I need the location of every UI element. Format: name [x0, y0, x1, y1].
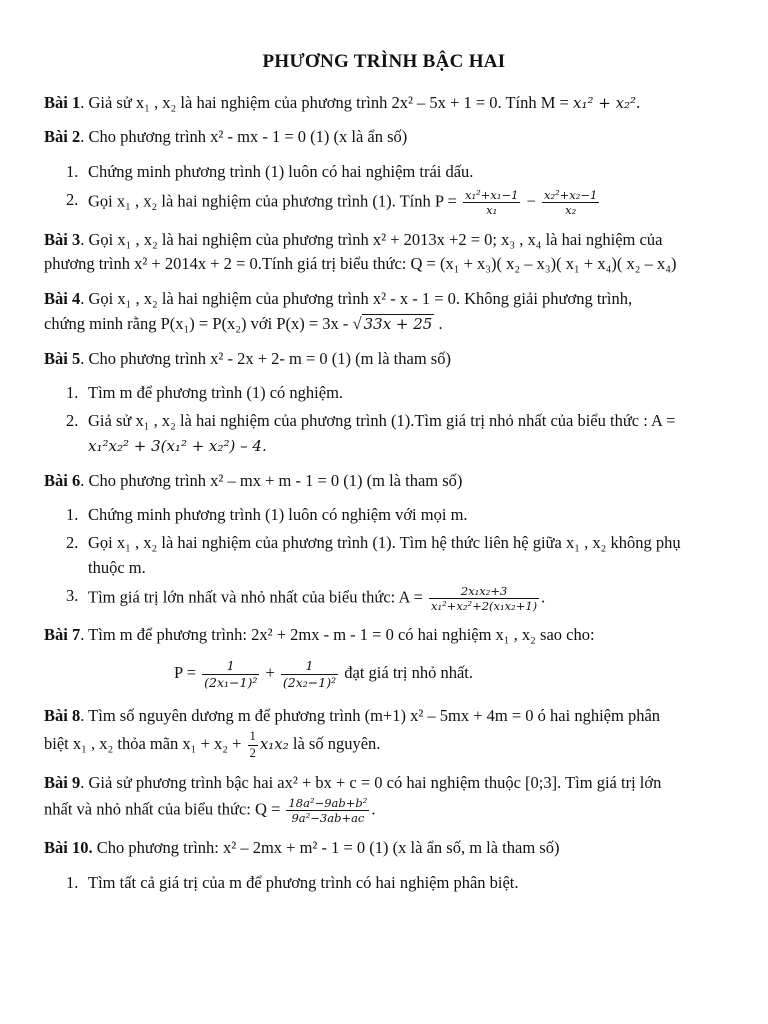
- problem-10-list: [44, 871, 724, 896]
- operator: −: [522, 191, 540, 211]
- problem-9-label: Bài 9: [44, 773, 81, 793]
- numerator: 18a²−9ab+b²: [288, 796, 368, 810]
- problem-10: [44, 836, 724, 861]
- problem-8-label: Bài 8: [44, 706, 81, 726]
- list-item: [66, 188, 724, 218]
- problem-1-expr: x₁² + x₂²: [572, 93, 637, 112]
- problem-8-text-2: biệt x₁ , x₂ thỏa mãn x₁ + x₂ +: [44, 733, 246, 753]
- denominator: x₂: [565, 203, 577, 218]
- item-text: Tìm m để phương trình (1) có nghiệm.: [88, 383, 344, 403]
- problem-5-text: . Cho phương trình x² - 2x + 2- m = 0 (1) (m là tham số): [80, 348, 451, 368]
- item-number: 2.: [66, 411, 79, 430]
- fraction: [202, 658, 259, 690]
- fraction: [248, 729, 258, 761]
- numerator: 2x₁x₂+3: [429, 584, 539, 599]
- problem-6: [44, 469, 724, 494]
- operator: +: [261, 662, 279, 682]
- radicand: 33x + 25: [363, 314, 433, 333]
- fraction: [281, 658, 338, 690]
- denominator: (2x₁−1)²: [204, 674, 258, 690]
- problem-10-text: Cho phương trình: x² – 2mx + m² - 1 = 0 (1) (x là ẩn số, m là tham số): [92, 837, 560, 857]
- problem-6-text: . Cho phương trình x² – mx + m - 1 = 0 (1) (m là tham số): [80, 470, 463, 490]
- denominator: (2x₂−1)²: [282, 674, 337, 690]
- item-expr: x₁²x₂² + 3(x₁² + x₂²) – 4.: [88, 436, 267, 455]
- problem-8: [44, 704, 724, 761]
- numerator: 1: [202, 658, 259, 675]
- fraction: [286, 796, 369, 826]
- problem-9-text-1: . Giả sử phương trình bậc hai ax² + bx + c = 0 có hai nghiệm thuộc [0;3]. Tìm giá trị lớn: [80, 773, 662, 793]
- list-item: [66, 503, 724, 528]
- fraction: [429, 584, 539, 614]
- list-item: [66, 409, 724, 459]
- problem-10-label: Bài 10.: [44, 837, 93, 857]
- problem-2-list: [44, 160, 724, 218]
- list-item: [66, 871, 724, 896]
- problem-6-label: Bài 6: [44, 470, 81, 490]
- list-item: [66, 531, 724, 581]
- sqrt-symbol: √: [352, 313, 362, 333]
- fraction: [542, 188, 599, 218]
- item-number: 3.: [66, 585, 79, 605]
- denominator: 2: [249, 745, 256, 760]
- problem-7-label: Bài 7: [44, 625, 81, 645]
- list-item: [66, 381, 724, 406]
- problem-2-text: . Cho phương trình x² - mx - 1 = 0 (1) (x là ẩn số): [80, 127, 408, 147]
- item-text: Gọi x₁ , x₂ là hai nghiệm của phương trình (1). Tính P =: [88, 191, 462, 211]
- list-item: [66, 584, 724, 614]
- problem-3-text-1: . Gọi x₁ , x₂ là hai nghiệm của phương trình x² + 2013x +2 = 0; x₃ , x₄ là hai nghiệm của: [80, 229, 663, 249]
- page-title: PHƯƠNG TRÌNH BẬC HAI: [262, 51, 506, 72]
- formula-end: đạt giá trị nhỏ nhất.: [340, 662, 474, 682]
- item-number: 1.: [66, 383, 79, 403]
- problem-4: [44, 287, 724, 337]
- problem-1-label: Bài 1: [44, 92, 81, 112]
- item-number: 1.: [66, 872, 79, 892]
- problem-7: [44, 623, 724, 648]
- list-item: [66, 160, 724, 185]
- item-text: thuộc m.: [88, 557, 146, 577]
- problem-5-list: [44, 381, 724, 458]
- problem-4-end: .: [434, 313, 443, 333]
- problem-1-text: . Giả sử x₁ , x₂ là hai nghiệm của phương trình 2x² – 5x + 1 = 0. Tính M =: [80, 92, 573, 112]
- problem-9-text-2: nhất và nhỏ nhất của biểu thức: Q =: [44, 799, 285, 819]
- item-number: 1.: [66, 162, 79, 181]
- problem-7-formula: [44, 658, 724, 690]
- problem-8-expr: x₁x₂: [259, 734, 289, 753]
- denominator: 9a²−3ab+ac: [291, 811, 365, 826]
- item-number: 1.: [66, 505, 79, 525]
- numerator: 1: [281, 658, 338, 675]
- denominator: x₁: [486, 203, 498, 218]
- problem-3-text-2: phương trình x² + 2014x + 2 = 0.Tính giá trị biểu thức: Q = (x₁ + x₃)( x₂ – x₃)( x₁ + x₄)( x₂ – x₄): [44, 254, 677, 274]
- problem-7-text: . Tìm m để phương trình: 2x² + 2mx - m - 1 = 0 có hai nghiệm x₁ , x₂ sao cho:: [80, 625, 595, 645]
- problem-4-text-2: chứng minh rằng P(x₁) = P(x₂) với P(x) = 3x -: [44, 313, 353, 333]
- problem-5: [44, 347, 724, 372]
- item-text: Chứng minh phương trình (1) luôn có nghiệm với mọi m.: [88, 505, 468, 525]
- problem-2-label: Bài 2: [44, 127, 81, 147]
- problem-3: [44, 228, 724, 278]
- item-text: Chứng minh phương trình (1) luôn có hai nghiệm trái dấu.: [88, 162, 474, 181]
- item-text: Tìm giá trị lớn nhất và nhỏ nhất của biểu thức: A =: [88, 587, 428, 607]
- numerator: x₁²+x₁−1: [465, 187, 519, 202]
- denominator: x₁²+x₂²+2(x₁x₂+1): [431, 598, 538, 613]
- formula-lhs: P =: [174, 662, 201, 682]
- problem-1-end: .: [636, 92, 641, 112]
- problem-8-end: là số nguyên.: [288, 733, 381, 753]
- item-text: Tìm tất cả giá trị của m để phương trình có hai nghiệm phân biệt.: [88, 872, 519, 892]
- problem-9: [44, 771, 724, 826]
- problem-4-label: Bài 4: [44, 289, 81, 308]
- numerator: 1: [248, 729, 258, 746]
- problem-9-end: .: [371, 799, 376, 819]
- item-text: Giả sử x₁ , x₂ là hai nghiệm của phương trình (1).Tìm giá trị nhỏ nhất của biểu thức : A =: [88, 411, 676, 430]
- numerator: x₂²+x₂−1: [543, 187, 598, 202]
- item-end: .: [541, 587, 546, 607]
- problem-8-text-1: . Tìm số nguyên dương m để phương trình (m+1) x² – 5mx + 4m = 0 ó hai nghiệm phân: [80, 706, 661, 726]
- problem-6-list: [44, 503, 724, 613]
- problem-5-label: Bài 5: [44, 348, 81, 368]
- item-text: Gọi x₁ , x₂ là hai nghiệm của phương trình (1). Tìm hệ thức liên hệ giữa x₁ , x₂ không phụ: [88, 533, 681, 552]
- item-number: 2.: [66, 189, 79, 209]
- item-number: 2.: [66, 533, 79, 552]
- problem-4-text-1: . Gọi x₁ , x₂ là hai nghiệm của phương trình x² - x - 1 = 0. Không giải phương trình,: [80, 289, 633, 308]
- problem-1: [44, 91, 724, 116]
- fraction: [463, 188, 520, 218]
- problem-3-label: Bài 3: [44, 229, 81, 249]
- problem-2: [44, 125, 724, 150]
